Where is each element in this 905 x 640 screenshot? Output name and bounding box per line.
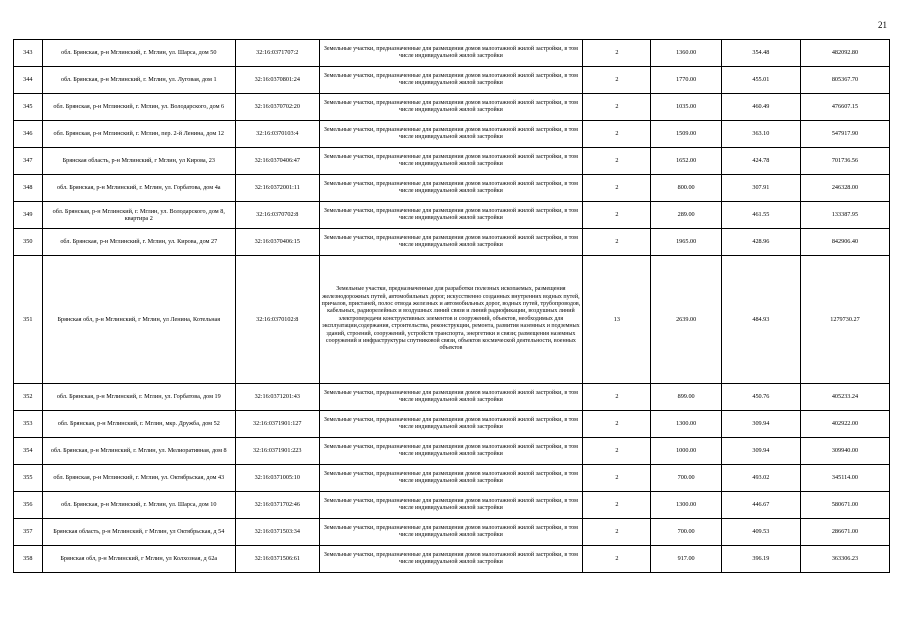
table-row xyxy=(14,175,890,202)
row-number-cell: 343 xyxy=(14,40,43,67)
table-row xyxy=(14,438,890,465)
row-number-cell: 344 xyxy=(14,67,43,94)
specific-value-cell: 396.19 xyxy=(721,546,800,573)
table-row xyxy=(14,519,890,546)
use-group-cell: 2 xyxy=(583,40,651,67)
area-cell: 1300.00 xyxy=(651,492,721,519)
land-use-cell: Земельные участки, предназначенные для размещения домов малоэтажной жилой застройки, в том числе индивидуальной жилой застройки xyxy=(319,384,583,411)
address-cell: обл. Брянская, р-н Мглинский, г. Мглин, ул. Шарса, дом 50 xyxy=(42,40,235,67)
cadastral-value-cell: 402922.00 xyxy=(800,411,889,438)
specific-value-cell: 493.02 xyxy=(721,465,800,492)
specific-value-cell: 455.01 xyxy=(721,67,800,94)
cadastral-number-cell: 32:16:0370702:8 xyxy=(236,202,320,229)
use-group-cell: 2 xyxy=(583,175,651,202)
row-number-cell: 347 xyxy=(14,148,43,175)
area-cell: 700.00 xyxy=(651,519,721,546)
use-group-cell: 2 xyxy=(583,546,651,573)
table-row xyxy=(14,94,890,121)
specific-value-cell: 309.94 xyxy=(721,411,800,438)
area-cell: 1770.00 xyxy=(651,67,721,94)
cadastral-number-cell: 32:16:0371901:127 xyxy=(236,411,320,438)
cadastral-value-cell: 482092.80 xyxy=(800,40,889,67)
cadastral-number-cell: 32:16:0372001:11 xyxy=(236,175,320,202)
land-use-cell: Земельные участки, предназначенные для размещения домов малоэтажной жилой застройки, в том числе индивидуальной жилой застройки xyxy=(319,492,583,519)
table-row xyxy=(14,465,890,492)
land-use-cell: Земельные участки, предназначенные для размещения домов малоэтажной жилой застройки, в том числе индивидуальной жилой застройки xyxy=(319,67,583,94)
page-number: 21 xyxy=(878,20,887,30)
area-cell: 2639.00 xyxy=(651,256,721,384)
row-number-cell: 357 xyxy=(14,519,43,546)
cadastral-valuation-table xyxy=(13,39,890,573)
row-number-cell: 352 xyxy=(14,384,43,411)
address-cell: Брянская область, р-н Мглинский, г Мглин, ул Октябрьская, д 54 xyxy=(42,519,235,546)
table-row xyxy=(14,40,890,67)
specific-value-cell: 428.96 xyxy=(721,229,800,256)
land-use-cell: Земельные участки, предназначенные для разработки полезных ископаемых, размещения железнодорожных путей, автомобильных дорог, искусственно созданных внутренних водных путей, причалов, пристаней, полос отвода железных и автомобильных дорог, водных путей, трубопроводов, кабельных, радиорелейных и воздушных линий связи и линий радиофикации, воздушных линий электропередачи конструктивных элементов и сооружений, объектов, необходимых для эксплуатации,содержания, строительства, реконструкции, ремонта, развития наземных и подземных зданий, строений, сооружений, устройств транспорта, энергетики и связи; размещения наземных сооружений и инфраструктуры спутниковой связи, объектов космической деятельности, военных объектов xyxy=(319,256,583,384)
land-use-cell: Земельные участки, предназначенные для размещения домов малоэтажной жилой застройки, в том числе индивидуальной жилой застройки xyxy=(319,148,583,175)
cadastral-value-cell: 363306.23 xyxy=(800,546,889,573)
row-number-cell: 345 xyxy=(14,94,43,121)
cadastral-value-cell: 246328.00 xyxy=(800,175,889,202)
cadastral-number-cell: 32:16:0370801:24 xyxy=(236,67,320,94)
area-cell: 800.00 xyxy=(651,175,721,202)
specific-value-cell: 484.93 xyxy=(721,256,800,384)
cadastral-value-cell: 805367.70 xyxy=(800,67,889,94)
cadastral-number-cell: 32:16:0371201:43 xyxy=(236,384,320,411)
cadastral-number-cell: 32:16:0371707:2 xyxy=(236,40,320,67)
row-number-cell: 351 xyxy=(14,256,43,384)
cadastral-value-cell: 547917.90 xyxy=(800,121,889,148)
area-cell: 1965.00 xyxy=(651,229,721,256)
table-body xyxy=(14,40,890,573)
area-cell: 1509.00 xyxy=(651,121,721,148)
land-use-cell: Земельные участки, предназначенные для размещения домов малоэтажной жилой застройки, в том числе индивидуальной жилой застройки xyxy=(319,40,583,67)
row-number-cell: 354 xyxy=(14,438,43,465)
cadastral-value-cell: 309940.00 xyxy=(800,438,889,465)
table-row xyxy=(14,546,890,573)
use-group-cell: 2 xyxy=(583,67,651,94)
address-cell: обл. Брянская, р-н Мглинский, г. Мглин, ул. Октябрьская, дом 43 xyxy=(42,465,235,492)
table-row xyxy=(14,67,890,94)
address-cell: обл. Брянская, р-н Мглинский, г. Мглин, пер. 2-й Ленина, дом 12 xyxy=(42,121,235,148)
cadastral-number-cell: 32:16:0371702:46 xyxy=(236,492,320,519)
specific-value-cell: 307.91 xyxy=(721,175,800,202)
address-cell: обл. Брянская, р-н Мглинский, г. Мглин, ул. Мелиоративная, дом 8 xyxy=(42,438,235,465)
cadastral-value-cell: 1279730.27 xyxy=(800,256,889,384)
cadastral-value-cell: 133387.95 xyxy=(800,202,889,229)
use-group-cell: 2 xyxy=(583,519,651,546)
cadastral-value-cell: 286671.00 xyxy=(800,519,889,546)
cadastral-value-cell: 701736.56 xyxy=(800,148,889,175)
address-cell: обл. Брянская, р-н Мглинский, г. Мглин, ул. Горбатова, дом 4а xyxy=(42,175,235,202)
specific-value-cell: 309.94 xyxy=(721,438,800,465)
area-cell: 1000.00 xyxy=(651,438,721,465)
address-cell: обл. Брянская, р-н Мглинский, г. Мглин, мкр. Дружба, дом 52 xyxy=(42,411,235,438)
cadastral-number-cell: 32:16:0370406:47 xyxy=(236,148,320,175)
address-cell: обл. Брянская, р-н Мглинский, г. Мглин, ул. Кирова, дом 27 xyxy=(42,229,235,256)
row-number-cell: 358 xyxy=(14,546,43,573)
use-group-cell: 2 xyxy=(583,411,651,438)
land-use-cell: Земельные участки, предназначенные для размещения домов малоэтажной жилой застройки, в том числе индивидуальной жилой застройки xyxy=(319,175,583,202)
cadastral-number-cell: 32:16:0371506:61 xyxy=(236,546,320,573)
specific-value-cell: 363.10 xyxy=(721,121,800,148)
table-row xyxy=(14,202,890,229)
cadastral-value-cell: 580671.00 xyxy=(800,492,889,519)
cadastral-number-cell: 32:16:0370406:15 xyxy=(236,229,320,256)
address-cell: Брянская область, р-н Мглинский, г Мглин, ул Кирова, 23 xyxy=(42,148,235,175)
use-group-cell: 2 xyxy=(583,384,651,411)
area-cell: 899.00 xyxy=(651,384,721,411)
land-use-cell: Земельные участки, предназначенные для размещения домов малоэтажной жилой застройки, в том числе индивидуальной жилой застройки xyxy=(319,121,583,148)
use-group-cell: 2 xyxy=(583,94,651,121)
area-cell: 1360.00 xyxy=(651,40,721,67)
area-cell: 1300.00 xyxy=(651,411,721,438)
address-cell: Брянская обл, р-н Мглинский, г Мглин, ул Колхозная, д 62а xyxy=(42,546,235,573)
cadastral-value-cell: 842906.40 xyxy=(800,229,889,256)
use-group-cell: 2 xyxy=(583,465,651,492)
table-row xyxy=(14,411,890,438)
area-cell: 289.00 xyxy=(651,202,721,229)
address-cell: обл. Брянская, р-н Мглинский, г. Мглин, ул. Луговая, дом 1 xyxy=(42,67,235,94)
address-cell: Брянская обл, р-н Мглинский, г Мглин, ул Ленина, Котельная xyxy=(42,256,235,384)
row-number-cell: 349 xyxy=(14,202,43,229)
use-group-cell: 13 xyxy=(583,256,651,384)
land-use-cell: Земельные участки, предназначенные для размещения домов малоэтажной жилой застройки, в том числе индивидуальной жилой застройки xyxy=(319,519,583,546)
table-row xyxy=(14,256,890,384)
specific-value-cell: 461.55 xyxy=(721,202,800,229)
address-cell: обл. Брянская, р-н Мглинский, г. Мглин, ул. Володарского, дом 6 xyxy=(42,94,235,121)
cadastral-value-cell: 405233.24 xyxy=(800,384,889,411)
specific-value-cell: 409.53 xyxy=(721,519,800,546)
specific-value-cell: 424.78 xyxy=(721,148,800,175)
specific-value-cell: 460.49 xyxy=(721,94,800,121)
land-use-cell: Земельные участки, предназначенные для размещения домов малоэтажной жилой застройки, в том числе индивидуальной жилой застройки xyxy=(319,202,583,229)
row-number-cell: 350 xyxy=(14,229,43,256)
row-number-cell: 353 xyxy=(14,411,43,438)
specific-value-cell: 450.76 xyxy=(721,384,800,411)
address-cell: обл. Брянская, р-н Мглинский, г. Мглин, ул. Шарса, дом 10 xyxy=(42,492,235,519)
land-use-cell: Земельные участки, предназначенные для размещения домов малоэтажной жилой застройки, в том числе индивидуальной жилой застройки xyxy=(319,94,583,121)
cadastral-number-cell: 32:16:0370103:4 xyxy=(236,121,320,148)
row-number-cell: 355 xyxy=(14,465,43,492)
specific-value-cell: 446.67 xyxy=(721,492,800,519)
use-group-cell: 2 xyxy=(583,148,651,175)
row-number-cell: 356 xyxy=(14,492,43,519)
use-group-cell: 2 xyxy=(583,121,651,148)
land-use-cell: Земельные участки, предназначенные для размещения домов малоэтажной жилой застройки, в том числе индивидуальной жилой застройки xyxy=(319,229,583,256)
area-cell: 1652.00 xyxy=(651,148,721,175)
use-group-cell: 2 xyxy=(583,229,651,256)
row-number-cell: 346 xyxy=(14,121,43,148)
land-use-cell: Земельные участки, предназначенные для размещения домов малоэтажной жилой застройки, в том числе индивидуальной жилой застройки xyxy=(319,411,583,438)
address-cell: обл. Брянская, р-н Мглинский, г. Мглин, ул. Володарского, дом 8, квартира 2 xyxy=(42,202,235,229)
table-row xyxy=(14,229,890,256)
use-group-cell: 2 xyxy=(583,492,651,519)
use-group-cell: 2 xyxy=(583,202,651,229)
cadastral-value-cell: 476607.15 xyxy=(800,94,889,121)
table-row xyxy=(14,148,890,175)
table-row xyxy=(14,384,890,411)
use-group-cell: 2 xyxy=(583,438,651,465)
row-number-cell: 348 xyxy=(14,175,43,202)
land-use-cell: Земельные участки, предназначенные для размещения домов малоэтажной жилой застройки, в том числе индивидуальной жилой застройки xyxy=(319,438,583,465)
cadastral-number-cell: 32:16:0370102:8 xyxy=(236,256,320,384)
cadastral-number-cell: 32:16:0370702:20 xyxy=(236,94,320,121)
cadastral-number-cell: 32:16:0371005:10 xyxy=(236,465,320,492)
land-use-cell: Земельные участки, предназначенные для размещения домов малоэтажной жилой застройки, в том числе индивидуальной жилой застройки xyxy=(319,465,583,492)
land-use-cell: Земельные участки, предназначенные для размещения домов малоэтажной жилой застройки, в том числе индивидуальной жилой застройки xyxy=(319,546,583,573)
cadastral-number-cell: 32:16:0371901:223 xyxy=(236,438,320,465)
area-cell: 700.00 xyxy=(651,465,721,492)
address-cell: обл. Брянская, р-н Мглинский, г. Мглин, ул. Горбатова, дом 19 xyxy=(42,384,235,411)
cadastral-number-cell: 32:16:0371503:34 xyxy=(236,519,320,546)
specific-value-cell: 354.48 xyxy=(721,40,800,67)
area-cell: 917.00 xyxy=(651,546,721,573)
area-cell: 1035.00 xyxy=(651,94,721,121)
cadastral-value-cell: 345114.00 xyxy=(800,465,889,492)
table-row xyxy=(14,492,890,519)
table-row xyxy=(14,121,890,148)
